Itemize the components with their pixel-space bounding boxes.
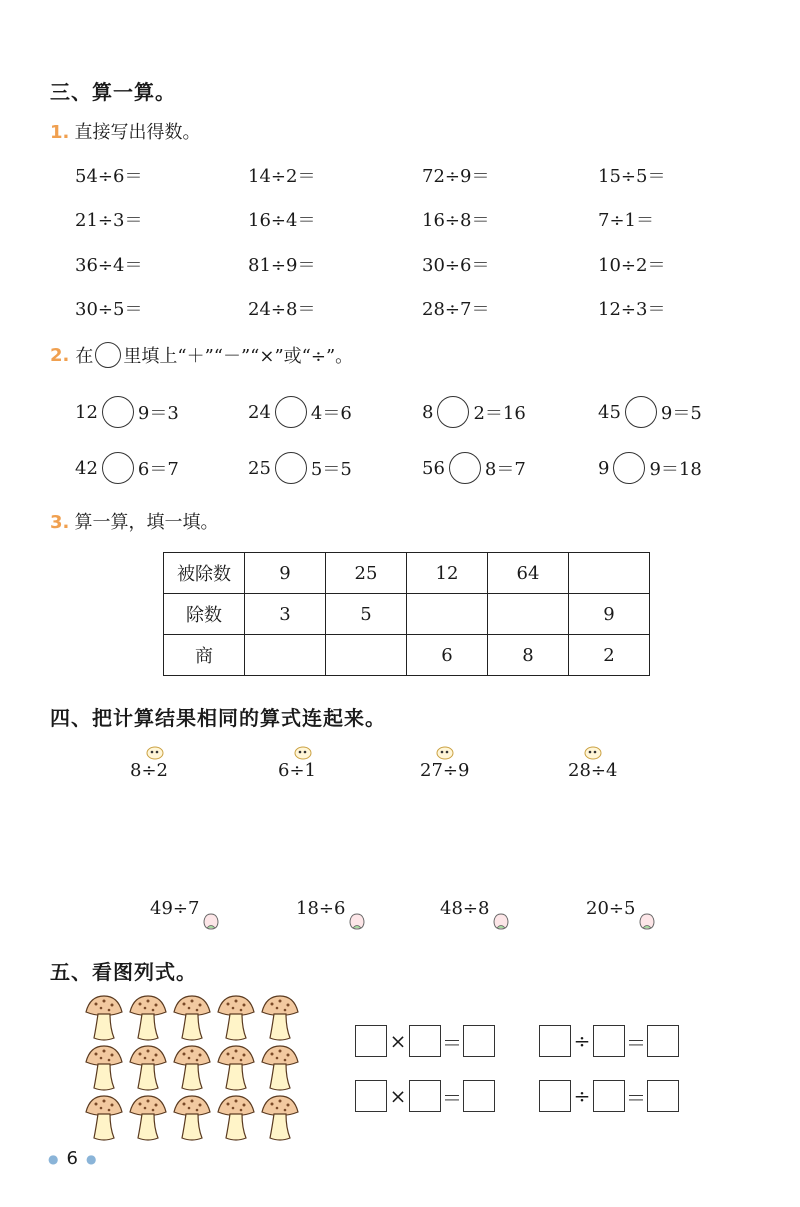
table-row — [164, 635, 650, 676]
peach-icon — [200, 910, 222, 932]
answer-box[interactable] — [463, 1025, 495, 1057]
operator-blank-item — [422, 396, 526, 428]
division-table — [163, 552, 650, 676]
mushroom-icon — [174, 1046, 210, 1090]
mushroom-icon — [218, 1096, 254, 1140]
answer-box[interactable] — [409, 1080, 441, 1112]
mushroom-icon — [174, 1096, 210, 1140]
expression: 28÷7＝ — [422, 299, 490, 320]
operator-symbol: × — [389, 1084, 407, 1108]
bee-icon — [582, 742, 604, 762]
mushroom-icon — [86, 996, 122, 1040]
table-row — [164, 594, 650, 635]
left-number: 45 — [598, 401, 621, 423]
expression: 72÷9＝ — [422, 166, 490, 187]
section-5-title: 五、看图列式。 — [50, 960, 197, 984]
top-expression[interactable]: 28÷4 — [568, 760, 618, 781]
page-footer — [48, 1148, 96, 1169]
operator-blank-item — [248, 452, 352, 484]
question-1-number: 1. — [50, 122, 70, 143]
right-expression: 6＝7 — [137, 459, 179, 480]
question-3-text: 算一算，填一填。 — [74, 512, 219, 533]
top-expression[interactable]: 27÷9 — [420, 760, 470, 781]
bottom-expression[interactable]: 49÷7 — [150, 898, 200, 919]
operator-symbol: × — [389, 1029, 407, 1053]
top-expression[interactable]: 6÷1 — [278, 760, 316, 781]
operator-blank-item — [598, 396, 702, 428]
question-2-text-after: 里填上“＋”“－”“×”或“÷”。 — [123, 346, 354, 367]
question-3-number: 3. — [50, 512, 70, 533]
table-cell: 8 — [488, 635, 569, 676]
left-number: 24 — [248, 401, 271, 423]
expression: 30÷6＝ — [422, 255, 490, 276]
operator-circle[interactable] — [625, 396, 657, 428]
expression: 14÷2＝ — [248, 166, 316, 187]
answer-box[interactable] — [593, 1080, 625, 1112]
expression: 10÷2＝ — [598, 255, 666, 276]
mushroom-icon — [218, 1046, 254, 1090]
operator-circle[interactable] — [102, 396, 134, 428]
right-expression: 9＝18 — [649, 459, 702, 480]
mushroom-icon — [130, 996, 166, 1040]
right-expression: 4＝6 — [310, 403, 352, 424]
left-number: 56 — [422, 457, 445, 479]
operator-blank-item — [75, 396, 179, 428]
operator-circle[interactable] — [102, 452, 134, 484]
answer-box[interactable] — [463, 1080, 495, 1112]
right-expression: 8＝7 — [484, 459, 526, 480]
table-cell — [326, 635, 407, 676]
right-expression: 9＝3 — [137, 403, 179, 424]
table-cell: 6 — [407, 635, 488, 676]
table-cell: 9 — [245, 553, 326, 594]
question-2-number: 2. — [50, 344, 70, 366]
operator-symbol: ＝ — [442, 1085, 462, 1110]
table-cell — [407, 594, 488, 635]
page-number: 6 — [66, 1148, 78, 1169]
question-3-header — [50, 508, 218, 534]
table-cell: 12 — [407, 553, 488, 594]
dot-icon: ● — [85, 1151, 97, 1166]
mushroom-icon — [262, 996, 298, 1040]
answer-box[interactable] — [355, 1025, 387, 1057]
peach-icon — [490, 910, 512, 932]
mushroom-icon — [86, 1046, 122, 1090]
expression: 16÷4＝ — [248, 210, 316, 231]
table-cell: 64 — [488, 553, 569, 594]
row-header-cell: 商 — [164, 635, 245, 676]
question-1-text: 直接写出得数。 — [74, 122, 201, 143]
table-row — [164, 553, 650, 594]
question-2-header — [50, 342, 353, 368]
section-3-title: 三、算一算。 — [50, 80, 176, 104]
operator-circle[interactable] — [437, 396, 469, 428]
table-cell: 9 — [569, 594, 650, 635]
operator-symbol: ÷ — [573, 1084, 591, 1108]
top-expression[interactable]: 8÷2 — [130, 760, 168, 781]
mushroom-icon — [130, 1046, 166, 1090]
operator-symbol: ＝ — [442, 1030, 462, 1055]
table-cell — [245, 635, 326, 676]
expression: 36÷4＝ — [75, 255, 143, 276]
left-number: 42 — [75, 457, 98, 479]
bottom-expression[interactable]: 48÷8 — [440, 898, 490, 919]
question-2-text-before: 在 — [75, 346, 94, 367]
expression: 24÷8＝ — [248, 299, 316, 320]
mushroom-grid-image — [80, 992, 310, 1144]
blank-circle-icon — [95, 342, 121, 368]
mushroom-icon — [86, 1096, 122, 1140]
mushroom-icon — [174, 996, 210, 1040]
operator-circle[interactable] — [275, 396, 307, 428]
peach-icon — [636, 910, 658, 932]
mushroom-icon — [218, 996, 254, 1040]
table-cell: 2 — [569, 635, 650, 676]
expression: 16÷8＝ — [422, 210, 490, 231]
equation-row-1 — [355, 1025, 679, 1057]
answer-box[interactable] — [539, 1025, 571, 1057]
answer-box[interactable] — [355, 1080, 387, 1112]
left-number: 9 — [598, 457, 610, 479]
table-cell: 3 — [245, 594, 326, 635]
section-4-title: 四、把计算结果相同的算式连起来。 — [50, 706, 386, 730]
bottom-expression[interactable]: 20÷5 — [586, 898, 636, 919]
mushroom-icon — [262, 1096, 298, 1140]
left-number: 8 — [422, 401, 434, 423]
operator-circle[interactable] — [449, 452, 481, 484]
equation-row-2 — [355, 1080, 679, 1112]
row-header-cell: 被除数 — [164, 553, 245, 594]
table-cell: 25 — [326, 553, 407, 594]
answer-box[interactable] — [647, 1080, 679, 1112]
expression: 12÷3＝ — [598, 299, 666, 320]
mushroom-icon — [262, 1046, 298, 1090]
answer-box[interactable] — [647, 1025, 679, 1057]
right-expression: 5＝5 — [310, 459, 352, 480]
operator-symbol: ＝ — [626, 1085, 646, 1110]
bottom-expression[interactable]: 18÷6 — [296, 898, 346, 919]
left-number: 25 — [248, 457, 271, 479]
table-cell — [488, 594, 569, 635]
expression: 15÷5＝ — [598, 166, 666, 187]
bee-icon — [434, 742, 456, 762]
expression: 81÷9＝ — [248, 255, 316, 276]
right-expression: 2＝16 — [473, 403, 526, 424]
expression: 30÷5＝ — [75, 299, 143, 320]
operator-blank-item — [598, 452, 702, 484]
operator-blank-item — [248, 396, 352, 428]
peach-icon — [346, 910, 368, 932]
answer-box[interactable] — [593, 1025, 625, 1057]
expression: 7÷1＝ — [598, 210, 654, 231]
bee-icon — [144, 742, 166, 762]
operator-circle[interactable] — [275, 452, 307, 484]
left-number: 12 — [75, 401, 98, 423]
table-cell — [569, 553, 650, 594]
right-expression: 9＝5 — [660, 403, 702, 424]
answer-box[interactable] — [409, 1025, 441, 1057]
table-cell: 5 — [326, 594, 407, 635]
expression: 21÷3＝ — [75, 210, 143, 231]
question-1-header — [50, 118, 200, 144]
operator-blank-item — [422, 452, 526, 484]
operator-circle[interactable] — [613, 452, 645, 484]
answer-box[interactable] — [539, 1080, 571, 1112]
expression: 54÷6＝ — [75, 166, 143, 187]
mushroom-icon — [130, 1096, 166, 1140]
operator-blank-item — [75, 452, 179, 484]
operator-symbol: ＝ — [626, 1030, 646, 1055]
dot-icon: ● — [48, 1151, 59, 1166]
row-header-cell: 除数 — [164, 594, 245, 635]
operator-symbol: ÷ — [573, 1029, 591, 1053]
bee-icon — [292, 742, 314, 762]
